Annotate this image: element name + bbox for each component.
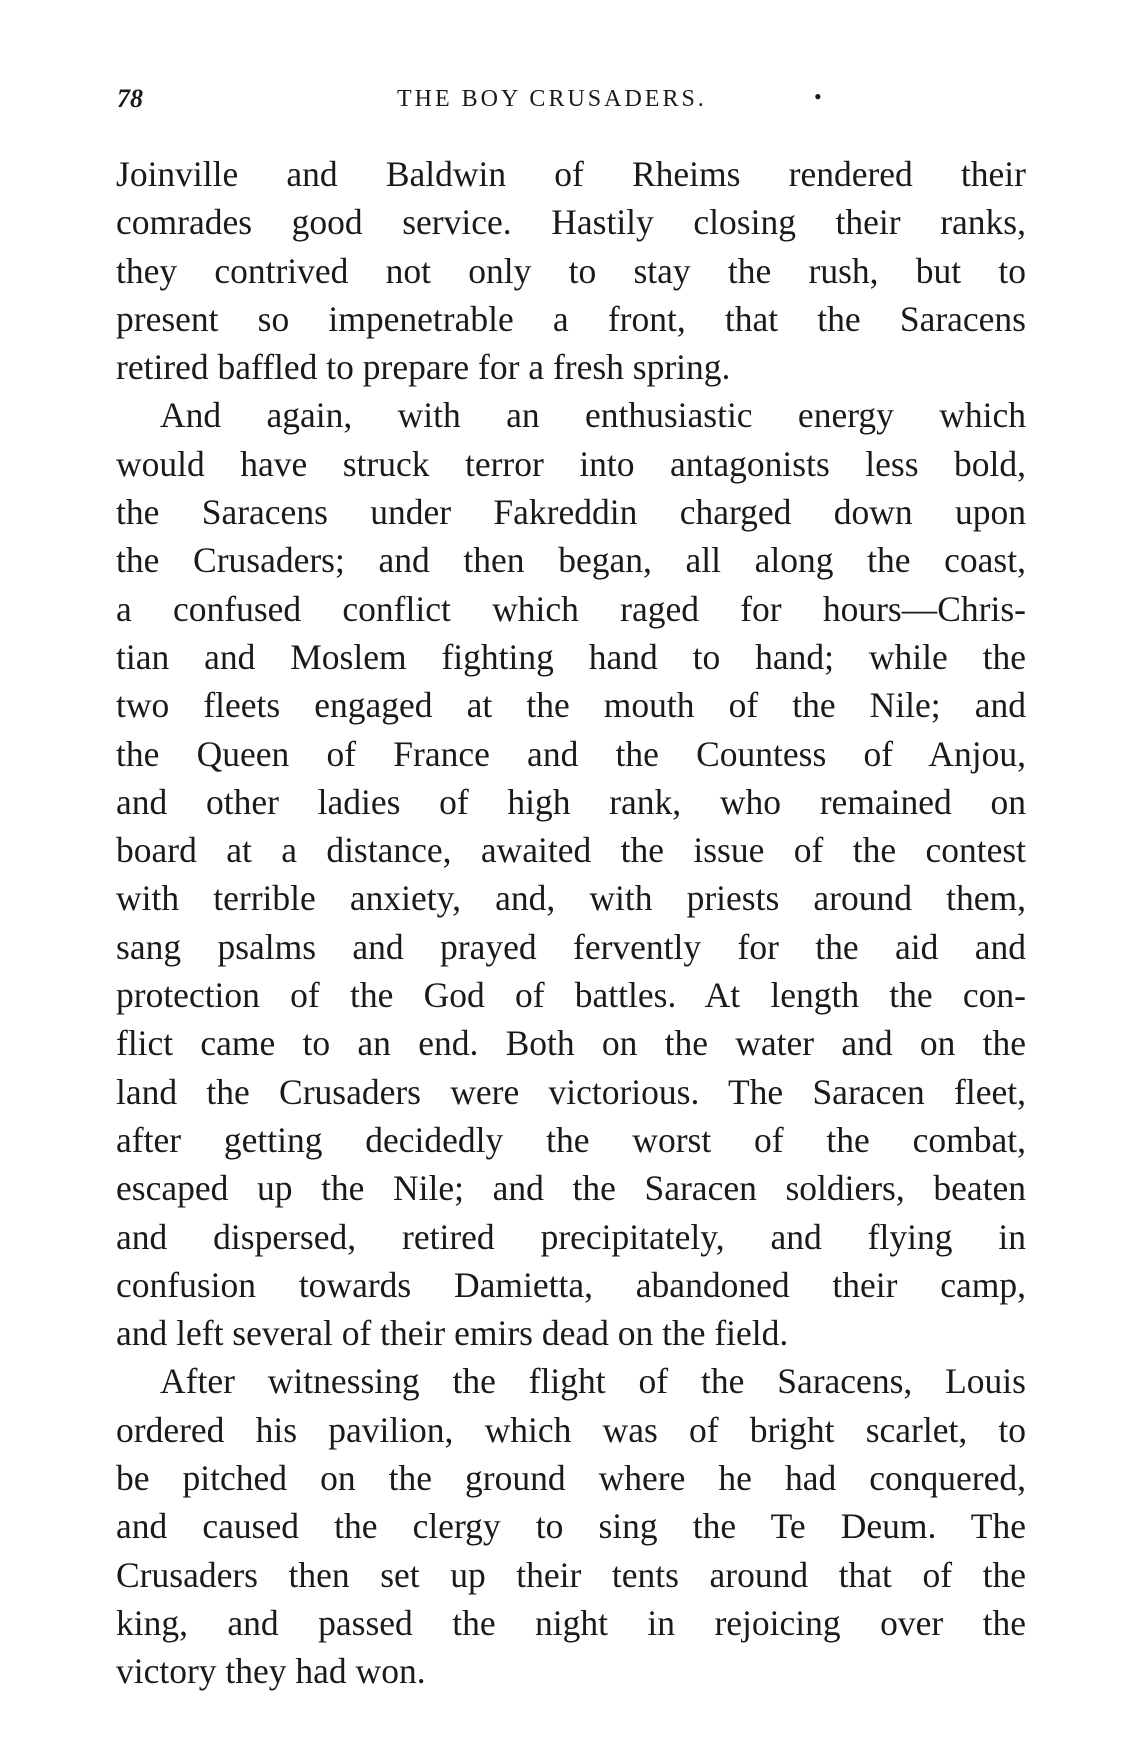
text-line: and caused the clergy to sing the Te Deum. The (116, 1506, 1026, 1547)
paragraph (116, 391, 1026, 1357)
text-line: Crusaders then set up their tents around that of the (116, 1554, 1026, 1595)
header-mark: • (814, 84, 822, 109)
paragraph (116, 150, 1026, 391)
text-line: be pitched on the ground where he had conquered, (116, 1458, 1026, 1499)
text-line: the Crusaders; and then began, all along the coast, (116, 540, 1026, 581)
text-line: escaped up the Nile; and the Saracen soldiers, beaten (116, 1168, 1026, 1209)
paragraph (116, 1357, 1026, 1695)
text-line: land the Crusaders were victorious. The Saracen fleet, (116, 1071, 1026, 1112)
text-line: board at a distance, awaited the issue of the contest (116, 830, 1026, 871)
text-line: And again, with an enthusiastic energy which (160, 395, 1026, 436)
text-line: tian and Moslem fighting hand to hand; while the (116, 636, 1026, 677)
text-line: with terrible anxiety, and, with priests around them, (116, 878, 1026, 919)
text-line: the Queen of France and the Countess of Anjou, (116, 733, 1026, 774)
text-line: After witnessing the flight of the Saracens, Louis (160, 1361, 1026, 1402)
text-line: after getting decidedly the worst of the combat, (116, 1119, 1026, 1160)
text-line: and dispersed, retired precipitately, and flying in (116, 1216, 1026, 1257)
running-head (117, 84, 1022, 124)
text-line: they contrived not only to stay the rush, but to (116, 250, 1026, 291)
text-line: Joinville and Baldwin of Rheims rendered their (116, 154, 1026, 194)
text-line: would have struck terror into antagonists less bold, (116, 443, 1026, 484)
text-line: protection of the God of battles. At length the con- (116, 975, 1026, 1016)
text-line: and other ladies of high rank, who remained on (116, 781, 1026, 822)
text-line: sang psalms and prayed fervently for the aid and (116, 926, 1026, 967)
text-line: two fleets engaged at the mouth of the Nile; and (116, 685, 1026, 726)
text-line: confusion towards Damietta, abandoned their camp, (116, 1264, 1026, 1305)
body-text (116, 150, 1026, 1696)
text-line: comrades good service. Hastily closing their ranks, (116, 202, 1026, 243)
text-line: retired baffled to prepare for a fresh spring. (116, 347, 731, 388)
text-line: ordered his pavilion, which was of bright scarlet, to (116, 1409, 1026, 1450)
text-line: and left several of their emirs dead on the field. (116, 1313, 789, 1354)
book-title: THE BOY CRUSADERS. (397, 86, 707, 112)
text-line: present so impenetrable a front, that the Saracens (116, 298, 1026, 339)
text-line: victory they had won. (116, 1651, 426, 1692)
page-number: 78 (117, 84, 143, 113)
text-line: a confused conflict which raged for hours—Chris- (116, 588, 1026, 629)
text-line: flict came to an end. Both on the water and on the (116, 1023, 1026, 1064)
text-line: the Saracens under Fakreddin charged down upon (116, 492, 1026, 533)
text-line: king, and passed the night in rejoicing over the (116, 1602, 1026, 1643)
